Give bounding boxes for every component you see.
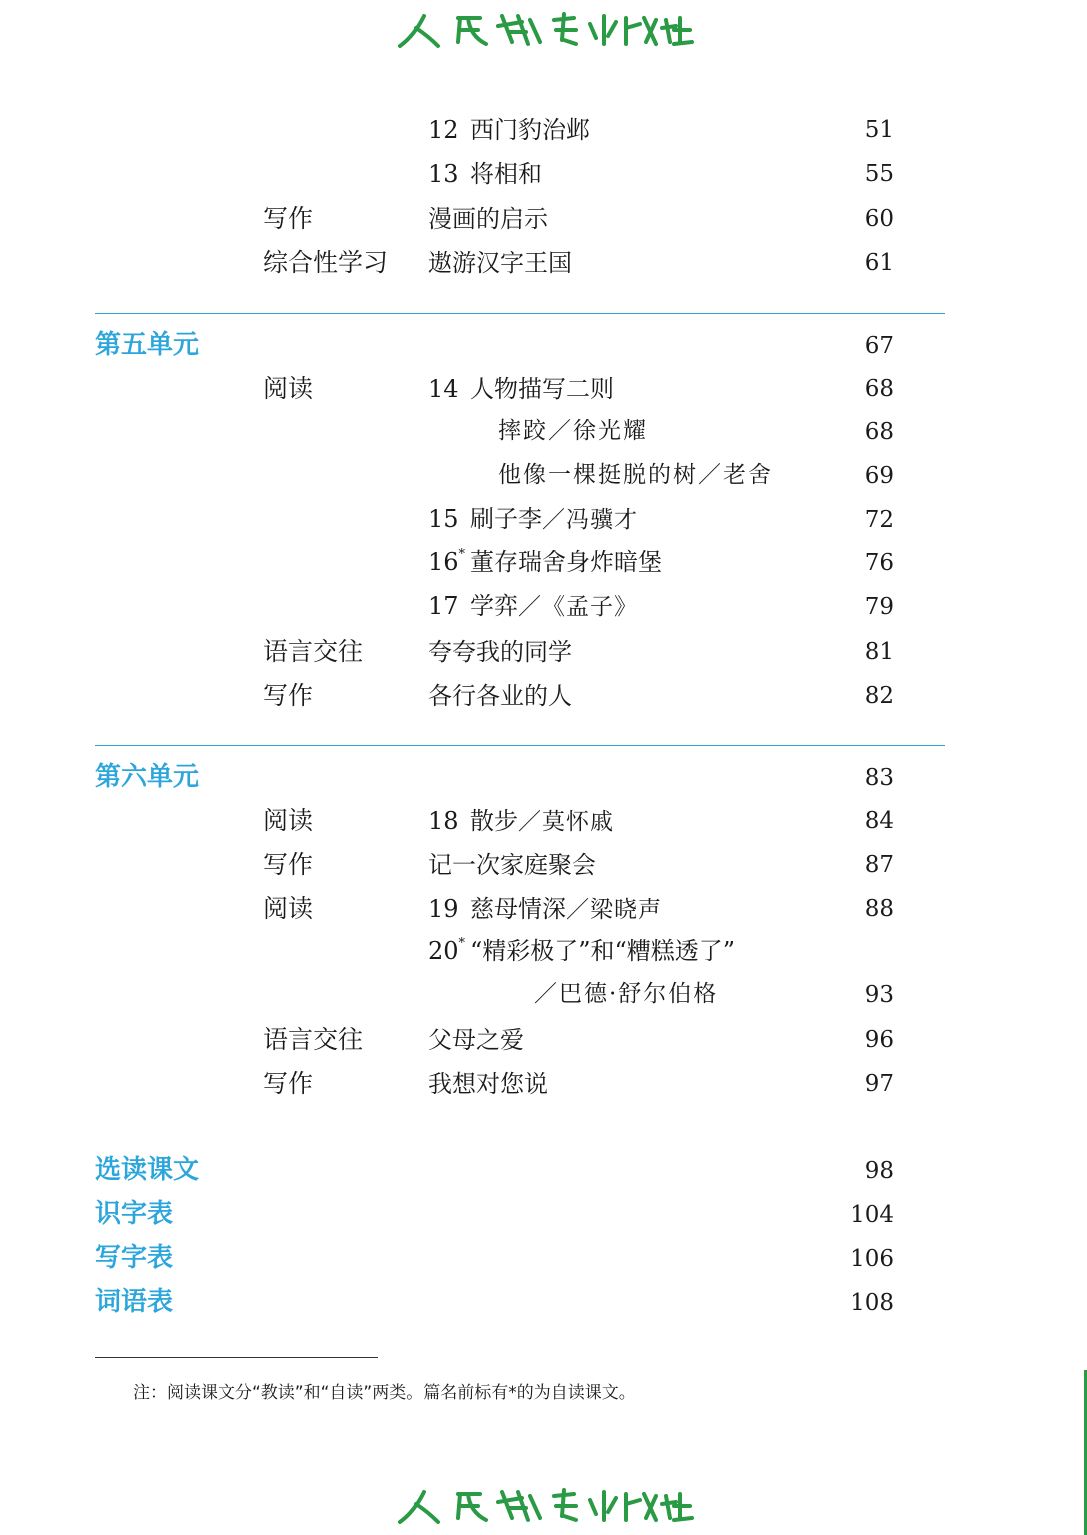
lesson-13-title[interactable]: 13 将相和 [428, 160, 542, 188]
appendix-character-writing[interactable]: 写字表 [95, 1243, 174, 1273]
writing-page: 60 [864, 206, 894, 232]
unit6-writing2-page: 97 [864, 1071, 894, 1097]
unit6-reading2-category: 阅读 [263, 894, 314, 923]
appendix-character-recognition-page: 104 [850, 1202, 894, 1228]
unit5-label[interactable]: 第五单元 [95, 330, 200, 360]
lesson-12-title[interactable]: 12 西门豹治邺 [428, 116, 590, 144]
unit6-writing1-category: 写作 [263, 850, 314, 879]
publisher-calligraphy-icon [394, 1482, 694, 1530]
lesson-15-title[interactable]: 15 刷子李／冯骥才 [428, 505, 638, 533]
unit6-page: 83 [864, 765, 894, 791]
lesson-19-page: 88 [864, 896, 894, 922]
unit5-oral-page: 81 [864, 639, 894, 665]
comprehensive-page: 61 [864, 250, 894, 276]
lesson-14b-title[interactable]: 他像一棵挺脱的树／老舍 [498, 462, 773, 488]
appendix-vocabulary-page: 108 [850, 1290, 894, 1316]
lesson-17-title[interactable]: 17 学弈／《孟子》 [428, 592, 638, 620]
unit6-writing2-title[interactable]: 我想对您说 [428, 1070, 548, 1098]
publisher-calligraphy-icon [394, 6, 694, 54]
lesson-14a-page: 68 [864, 419, 894, 445]
writing-title[interactable]: 漫画的启示 [428, 205, 548, 233]
footnote: 注：阅读课文分“教读”和“自读”两类。篇名前标有*的为自读课文。 [133, 1383, 636, 1403]
divider-unit5 [95, 313, 945, 314]
lesson-14b-page: 69 [864, 463, 894, 489]
appendix-selected-readings-page: 98 [864, 1158, 894, 1184]
unit6-label[interactable]: 第六单元 [95, 762, 200, 792]
appendix-vocabulary[interactable]: 词语表 [95, 1287, 174, 1317]
unit5-page: 67 [864, 333, 894, 359]
lesson-20-page: 93 [864, 982, 894, 1008]
lesson-16-title[interactable]: 16* 董存瑞舍身炸暗堡 [428, 547, 662, 576]
unit6-writing1-page: 87 [864, 852, 894, 878]
unit5-writing-title[interactable]: 各行各业的人 [428, 682, 572, 710]
comprehensive-category: 综合性学习 [263, 248, 389, 277]
unit5-reading-category: 阅读 [263, 374, 314, 403]
lesson-14a-title[interactable]: 摔跤／徐光耀 [498, 418, 648, 444]
lesson-16-page: 76 [864, 550, 894, 576]
unit5-writing-category: 写作 [263, 681, 314, 710]
lesson-19-title[interactable]: 19 慈母情深／梁晓声 [428, 895, 662, 923]
unit6-oral-page: 96 [864, 1027, 894, 1053]
unit6-oral-category: 语言交往 [263, 1025, 364, 1054]
footnote-rule [95, 1357, 378, 1358]
unit5-oral-title[interactable]: 夸夸我的同学 [428, 638, 572, 666]
publisher-logo-bottom [0, 1482, 1087, 1534]
lesson-12-page: 51 [864, 117, 894, 143]
appendix-character-recognition[interactable]: 识字表 [95, 1199, 174, 1229]
appendix-character-writing-page: 106 [850, 1246, 894, 1272]
comprehensive-title[interactable]: 遨游汉字王国 [428, 249, 572, 277]
unit6-writing1-title[interactable]: 记一次家庭聚会 [428, 851, 596, 879]
publisher-logo-top [0, 6, 1087, 58]
appendix-selected-readings[interactable]: 选读课文 [95, 1155, 200, 1185]
lesson-18-title[interactable]: 18 散步／莫怀戚 [428, 807, 614, 835]
lesson-20-title[interactable]: 20* “精彩极了”和“糟糕透了” [428, 936, 736, 965]
divider-unit6 [95, 745, 945, 746]
lesson-14-page: 68 [864, 376, 894, 402]
unit5-oral-category: 语言交往 [263, 637, 364, 666]
lesson-20-author: ／巴德·舒尔伯格 [534, 981, 719, 1007]
lesson-17-page: 79 [864, 594, 894, 620]
lesson-14-title[interactable]: 14 人物描写二则 [428, 375, 614, 403]
writing-category: 写作 [263, 204, 314, 233]
unit6-reading1-category: 阅读 [263, 806, 314, 835]
unit6-writing2-category: 写作 [263, 1069, 314, 1098]
unit5-writing-page: 82 [864, 683, 894, 709]
lesson-13-page: 55 [864, 161, 894, 187]
unit6-oral-title[interactable]: 父母之爱 [428, 1026, 524, 1054]
lesson-15-page: 72 [864, 507, 894, 533]
lesson-18-page: 84 [864, 808, 894, 834]
